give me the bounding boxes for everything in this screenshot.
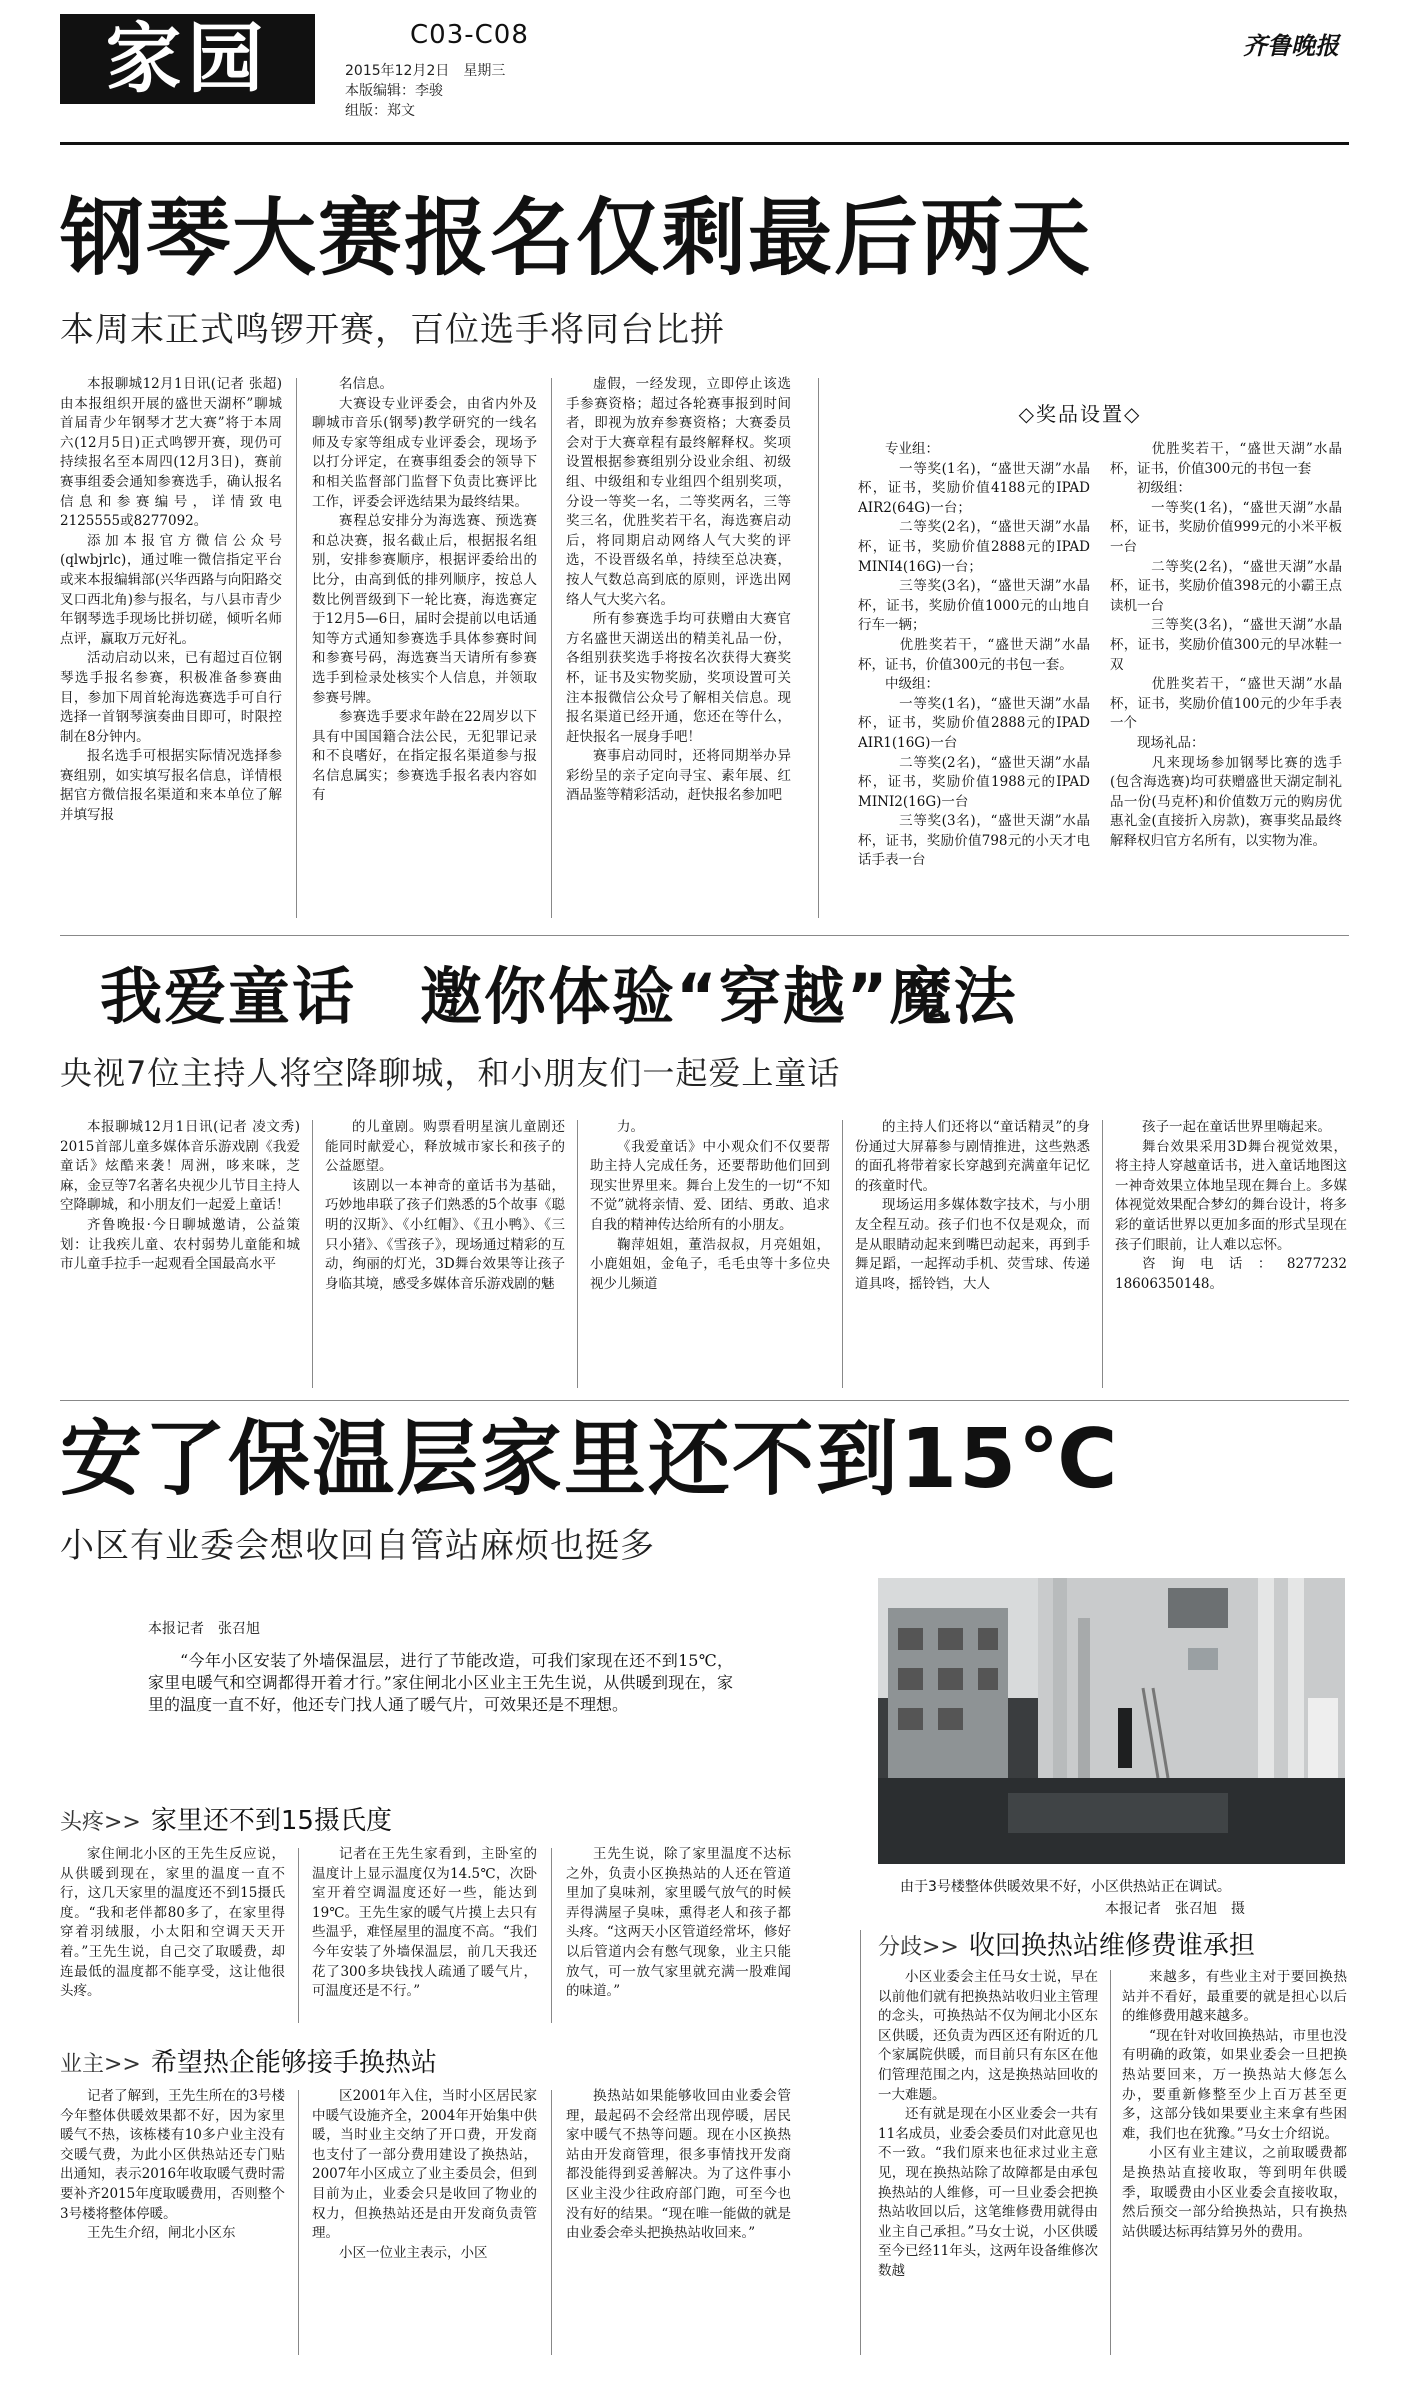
story1-column-1 [60, 375, 282, 920]
masthead-rule [60, 142, 1349, 145]
section-title: 收回换热站维修费谁承担 [968, 1931, 1255, 1961]
paragraph: 所有参赛选手均可获赠由大赛官方名盛世天湖送出的精美礼品一份，各组别获奖选手将按名次获得大赛奖杯，证书及实物奖励，奖项设置可关注本报微信公众号了解相关信息。现报名渠道已经开通，您还在等什么，赶快报名一展身手吧！ [566, 611, 791, 745]
paragraph: 舞台效果采用3D舞台视觉效果，将主持人穿越童话书，进入童话地图这一神奇效果立体地呈现在舞台上。多媒体视觉效果配合梦幻的舞台设计，将多彩的童话世界以更加多面的形式呈现在孩子们眼前，让人难以忘怀。 [1115, 1138, 1347, 1253]
paragraph: 王先生介绍，闸北小区东 [87, 2225, 236, 2242]
section1-column-2 [312, 1845, 537, 2025]
column-divider [842, 1120, 843, 1388]
story2-column-3 [590, 1118, 830, 1390]
section-tag: 业主>> [60, 2052, 141, 2077]
story1-headline: 钢琴大赛报名仅剩最后两天 [60, 189, 1093, 287]
column-divider [551, 378, 552, 918]
paragraph: 活动启动以来，已有超过百位钢琴选手报名参赛，积极准备参赛曲目，参加下周首轮海选赛选手可自行选择一首钢琴演奏曲目即可，时限控制在8分钟内。 [60, 650, 282, 745]
story3-headline: 安了保温层家里还不到15℃ [60, 1412, 1120, 1507]
prize-box-title: ◇奖品设置◇ [1018, 402, 1142, 426]
story3-byline: 本报记者 张召旭 [148, 1621, 260, 1637]
paragraph: 咨询电话：8277232 18606350148。 [1115, 1256, 1347, 1292]
column-divider [860, 1930, 861, 2355]
column-divider [818, 378, 819, 918]
story-separator [60, 935, 1349, 936]
story2-column-1 [60, 1118, 300, 1390]
section3-column-1 [878, 1968, 1098, 2358]
column-divider [577, 1120, 578, 1388]
issue-date: 2015年12月2日 星期三 [345, 63, 506, 79]
section-heading-1 [60, 1800, 392, 1837]
column-divider [551, 1848, 552, 2023]
prize-line: 二等奖(2名)，“盛世天湖”水晶杯，证书，奖励价值2888元的IPAD MINI4(16G)一台； [858, 519, 1090, 575]
section2-column-3 [566, 2087, 791, 2357]
paragraph: 添加本报官方微信公众号(qlwbjrlc)，通过唯一微信指定平台或来本报编辑部(兴华西路与向阳路交叉口西北角)参与报名，与八县市青少年钢琴选手现场比拼切磋，倾听名师点评，赢取万元好礼。 [60, 532, 282, 647]
prize-column-1 [858, 440, 1090, 920]
story3-lead [148, 1650, 733, 1765]
column-divider [1110, 1970, 1111, 2355]
prize-line: 初级组： [1137, 480, 1191, 497]
section3-column-2 [1122, 1968, 1347, 2358]
paragraph: 《我爱童话》中小观众们不仅要帮助主持人完成任务，还要帮助他们回到现实世界里来。舞台上发生的一切“不知不觉”就将亲情、爱、团结、勇敢、追求自我的精神传达给所有的小朋友。 [590, 1138, 830, 1233]
column-divider [551, 2090, 552, 2355]
paragraph: 小区业委会主任马女士说，早在以前他们就有把换热站收归业主管理的念头，可换热站不仅为闸北小区东区供暖，还负责为西区还有附近的几个家属院供暖，而目前只有东区在他们管理范围之内，这是换热站回收的一大难题。 [878, 1969, 1098, 2103]
paragraph: 大赛设专业评委会，由省内外及聊城市音乐(钢琴)教学研究的一线名师及专家等组成专业评委会，现场予以打分评定，在赛事组委会的领导下和相关监督部门监督下负责比赛评比工作，评委会评选结果为最终结果。 [312, 395, 537, 510]
paragraph: 换热站如果能够收回由业委会管理，最起码不会经常出现停暖，居民家中暖气不热等问题。现在小区换热站由开发商管理，很多事情找开发商都没能得到妥善解决。为了这件事小区业主没少往政府部门跑，可至今也没有好的结果。“现在唯一能做的就是由业委会牵头把换热站收回来。” [566, 2088, 791, 2242]
section-title: 家里还不到15摄氏度 [150, 1806, 392, 1836]
photo-caption: 由于3号楼整体供暖效果不好，小区供热站正在调试。 [900, 1879, 1231, 1895]
prize-line: 一等奖(1名)，“盛世天湖”水晶杯，证书，奖励价值4188元的IPAD AIR2(64G)一台； [858, 460, 1090, 516]
story1-column-3 [566, 375, 791, 920]
paragraph: 来越多，有些业主对于要回换热站并不看好，最重要的就是担心以后的维修费用越来越多。 [1122, 1969, 1347, 2025]
paragraph: 报名选手可根据实际情况选择参赛组别，如实填写报名信息，详情根据官方微信报名渠道和来本单位了解并填写报 [60, 748, 282, 824]
column-divider [1102, 1120, 1103, 1388]
section1-column-3 [566, 1845, 791, 2025]
prize-line: 一等奖(1名)，“盛世天湖”水晶杯，证书，奖励价值2888元的IPAD AIR1(16G)一台 [858, 695, 1090, 751]
paragraph: 家住闸北小区的王先生反应说，从供暖到现在，家里的温度一直不行，这几天家里的温度还不到15摄氏度。“我和老伴都80多了，在家里得穿着羽绒服，小太阳和空调天天开着。”王先生说，自己交了取暖费，却连最低的温度都不能享受，这让他很头疼。 [60, 1846, 285, 2000]
section1-column-1 [60, 1845, 285, 2025]
paragraph: 区2001年入住，当时小区居民家中暖气设施齐全，2004年开始集中供暖，当时业主交纳了开口费，开发商也支付了一部分费用建设了换热站，2007年小区成立了业主委员会，但到目前为止，业委会只是收回了物业的权力，但换热站还是由开发商负责管理。 [312, 2088, 537, 2242]
prize-line: 三等奖(3名)，“盛世天湖”水晶杯，证书，奖励价值798元的小天才电话手表一台 [858, 813, 1090, 869]
paragraph: 该剧以一本神奇的童话书为基础，巧妙地串联了孩子们熟悉的5个故事《聪明的汉斯》、《小红帽》、《丑小鸭》、《三只小猪》、《雪孩子》，现场通过精彩的互动，绚丽的灯光，3D舞台效果等让孩子身临其境，感受多媒体音乐游戏剧的魅 [325, 1177, 565, 1292]
prize-line: 二等奖(2名)，“盛世天湖”水晶杯，证书，奖励价值398元的小霸王点读机一台 [1110, 558, 1342, 614]
story2-column-4 [855, 1118, 1090, 1390]
paragraph: 孩子一起在童话世界里嗨起来。 [1142, 1119, 1331, 1135]
paragraph: 小区一位业主表示，小区 [339, 2244, 488, 2261]
prize-line: 中级组： [885, 676, 939, 693]
paragraph: 还有就是现在小区业委会一共有11名成员，业委会委员们对此意见也不一致。“我们原来也征求过业主意见，现在换热站除了故障都是由承包换热站的人维修，可一旦业委会把换热站收回以后，这笔维修费用就得由业主自己承担。”马女士说，小区供暖至今已经11年头，这两年设备维修次数越 [878, 2106, 1098, 2279]
news-photo [878, 1578, 1345, 1864]
prize-line: 专业组： [885, 441, 939, 457]
story2-headline: 我爱童话 邀你体验“穿越”魔法 [100, 960, 1018, 1033]
paragraph: 小区有业主建议，之前取暖费都是换热站直接收取，等到明年供暖季，取暖费由小区业委会直接收取，然后预交一部分给换热站，只有换热站供暖达标再结算另外的费用。 [1122, 2145, 1347, 2240]
paragraph: 力。 [617, 1119, 644, 1135]
story2-column-5 [1115, 1118, 1347, 1390]
paragraph: 名信息。 [339, 376, 393, 392]
layout-credit: 组版：郑文 [345, 103, 415, 119]
section-heading-3 [878, 1925, 1255, 1962]
section2-column-2 [312, 2087, 537, 2357]
story2-subhead: 央视7位主持人将空降聊城，和小朋友们一起爱上童话 [60, 1054, 841, 1092]
story1-subhead: 本周末正式鸣锣开赛，百位选手将同台比拼 [60, 310, 725, 350]
paragraph: 参赛选手要求年龄在22周岁以下具有中国国籍合法公民，无犯罪记录和不良嗜好，在指定报名渠道参与报名信息属实；参赛选手报名表内容如有 [312, 709, 537, 804]
paragraph: “现在针对收回换热站，市里也没有明确的政策，如果业委会一旦把换热站要回来，万一换热站大修怎么办，要重新修整至少上百万甚至更多，这部分钱如果要业主来拿有些困难，我们也在犹豫。”马女士介绍说。 [1122, 2027, 1347, 2142]
prize-line: 三等奖(3名)，“盛世天湖”水晶杯，证书，奖励价值300元的早冰鞋一双 [1110, 617, 1342, 673]
prize-line: 优胜奖若干，“盛世天湖”水晶杯，证书，奖励价值100元的少年手表一个 [1110, 676, 1342, 732]
prize-line: 现场礼品： [1137, 734, 1205, 751]
story1-column-2 [312, 375, 537, 920]
paragraph: 虚假，一经发现，立即停止该选手参赛资格；超过各轮赛事报到时间者，即视为放弃参赛资格；大赛委员会对于大赛章程有最终解释权。奖项设置根据参赛组别分设业余组、初级组、中级组和专业组四个组别奖项，分设一等奖一名，二等奖两名，三等奖三名，优胜奖若干名，海选赛启动后，将同期启动网络人气大奖的评选，不设晋级名单，持续至总决赛，按人气数总高到底的原则，评选出网络人气大奖六名。 [566, 376, 791, 608]
section-logo: 家园 [60, 14, 315, 104]
photo-credit: 本报记者 张召旭 摄 [1105, 1901, 1245, 1917]
paragraph: 赛程总安排分为海选赛、预选赛和总决赛，报名截止后，根据报名组别，安排参赛顺序，根据评委给出的比分，由高到低的排列顺序，按总人数比例晋级到下一轮比赛，海选赛定于12月5—6日，届时会提前以电话通知等方式通知参赛选手具体参赛时间和参赛号码，海选赛当天请所有参赛选手到检录处核实个人信息，并领取参赛号牌。 [312, 513, 537, 706]
paragraph: 的儿童剧。购票看明星演儿童剧还能同时献爱心，释放城市家长和孩子的公益愿望。 [325, 1119, 565, 1175]
paragraph: 本报聊城12月1日讯(记者 张超) 由本报组织开展的盛世天湖杯”聊城首届青少年钢琴才艺大赛”将于本周六(12月5日)正式鸣锣开赛，现仍可持续报名至本周四(12月3日)，赛前赛事组委会通知参赛选手，确认报名信息和参赛编号，详情致电2125555或8277092。 [60, 376, 282, 530]
heating-station-photo-icon [878, 1578, 1345, 1864]
paragraph: 赛事启动同时，还将同期举办异彩纷呈的亲子定向寻宝、素年展、红酒品鉴等精彩活动，赶快报名参加吧 [566, 748, 791, 804]
paragraph: 记者在王先生家看到，主卧室的温度计上显示温度仅为14.5℃，次卧室开着空调温度还好一些，能达到19℃。王先生家的暖气片摸上去只有些温乎，难怪屋里的温度不高。“我们今年安装了外墙保温层，前几天我还花了300多块钱找人疏通了暖气片，可温度还是不行。” [312, 1846, 537, 2000]
story3-subhead: 小区有业委会想收回自管站麻烦也挺多 [60, 1526, 655, 1566]
prize-line: 优胜奖若干，“盛世天湖”水晶杯，证书，价值300元的书包一套。 [858, 636, 1090, 673]
section-code: C03-C08 [410, 20, 529, 50]
newspaper-name: 齐鲁晚报 [1243, 31, 1339, 60]
column-divider [298, 1848, 299, 2023]
paragraph: 的主持人们还将以“童话精灵”的身份通过大屏幕参与剧情推进，这些熟悉的面孔将带着家长穿越到充满童年记忆的孩童时代。 [855, 1119, 1090, 1194]
column-divider [296, 378, 297, 918]
prize-column-2 [1110, 440, 1342, 920]
paragraph: 现场运用多媒体数字技术，与小朋友全程互动。孩子们也不仅是观众，而是从眼睛动起来到嘴巴动起来，再到手舞足蹈，一起挥动手机、荧雪球、传递道具咚，摇铃铛，大人 [855, 1197, 1090, 1292]
prize-line: 二等奖(2名)，“盛世天湖”水晶杯，证书，奖励价值1988元的IPAD MINI2(16G)一台 [858, 754, 1090, 810]
story-separator [60, 1400, 1349, 1401]
paragraph: 鞠萍姐姐，董浩叔叔，月亮姐姐，小鹿姐姐，金龟子，毛毛虫等十多位央视少儿频道 [590, 1236, 830, 1292]
prize-line: 三等奖(3名)，“盛世天湖”水晶杯，证书，奖励价值1000元的山地自行车一辆； [858, 578, 1090, 634]
editor-credit: 本版编辑：李骏 [345, 83, 443, 99]
paragraph: 本报聊城12月1日讯(记者 凌文秀) 2015首部儿童多媒体音乐游戏剧《我爱童话》炫酷来袭！周洲，哆来咪，芝麻，金豆等7名著名央视少儿节目主持人空降聊城，和小朋友们一起爱上童话！ [60, 1119, 300, 1214]
section2-column-1 [60, 2087, 285, 2357]
column-divider [298, 2090, 299, 2355]
section-tag: 分歧>> [878, 1935, 959, 1960]
prize-line: 一等奖(1名)，“盛世天湖”水晶杯，证书，奖励价值999元的小米平板一台 [1110, 499, 1342, 555]
section-heading-2 [60, 2042, 437, 2079]
column-divider [312, 1120, 313, 1388]
prize-line: 优胜奖若干，“盛世天湖”水晶杯，证书，价值300元的书包一套 [1110, 441, 1342, 477]
section-tag: 头疼>> [60, 1810, 141, 1835]
paragraph: 齐鲁晚报·今日聊城邀请，公益策划：让我疾儿童、农村弱势儿童能和城市儿童手拉手一起观看全国最高水平 [60, 1216, 300, 1273]
story2-column-2 [325, 1118, 565, 1390]
paragraph: 记者了解到，王先生所在的3号楼今年整体供暖效果都不好，因为家里暖气不热，该栋楼有10多户业主没有交暖气费，为此小区供热站还专门贴出通知，表示2016年收取暖气费时需要补齐2015年度取暖费用，否则整个3号楼将整体停暖。 [60, 2088, 285, 2222]
prize-line: 凡来现场参加钢琴比赛的选手(包含海选赛)均可获赠盛世天湖定制礼品一份(马克杯)和价值数万元的购房优惠礼金(直接折入房款)，赛事奖品最终解释权归官方名所有，以实物为准。 [1110, 754, 1342, 849]
lead-paragraph: “今年小区安装了外墙保温层，进行了节能改造，可我们家现在还不到15℃，家里电暖气和空调都得开着才行。”家住闸北小区业主王先生说，从供暖到现在，家里的温度一直不好，他还专门找人通了暖气片，可效果还是不理想。 [148, 1651, 733, 1714]
section-title: 希望热企能够接手换热站 [150, 2048, 437, 2078]
paragraph: 王先生说，除了家里温度不达标之外，负责小区换热站的人还在管道里加了臭味剂，家里暖气放气的时候弄得满屋子臭味，熏得老人和孩子都头疼。“这两天小区管道经常坏，修好以后管道内会有憋气现象，业主只能放气，可一放气家里就充满一股难闻的味道。” [566, 1846, 791, 2000]
